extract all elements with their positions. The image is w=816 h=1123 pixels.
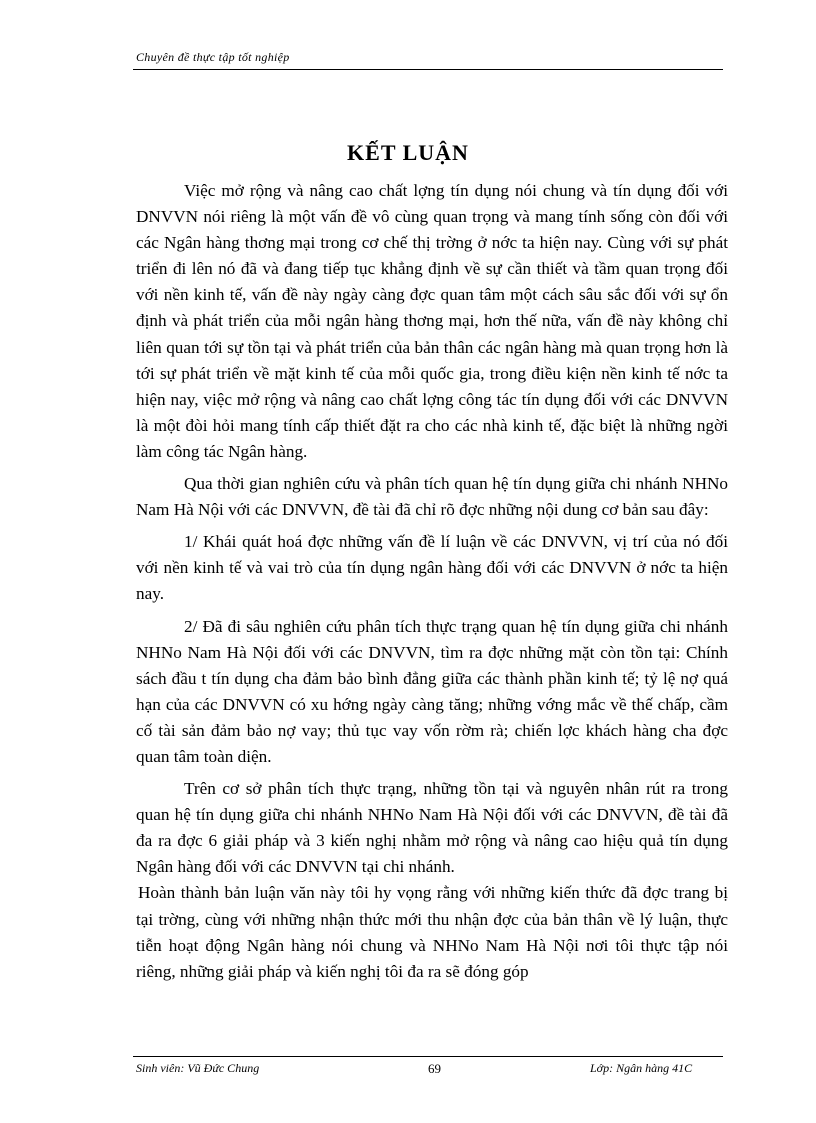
footer-student: Sinh viên: Vũ Đức Chung xyxy=(136,1061,260,1075)
paragraph-3: 1/ Khái quát hoá đợc những vấn đề lí luận về các DNVVN, vị trí của nó đối với nền kinh tế và vai trò của tín dụng ngân hàng đối với các DNVVN ở nớc ta hiện nay. xyxy=(136,532,728,604)
paragraph-6: Hoàn thành bản luận văn này tôi hy vọng rằng với những kiến thức đã đợc trang bị tại trờng, cùng với những nhận thức mới thu nhận đợc của bản thân về lý luận, thực tiễn hoạt động Ngân hàng nói chung và NHNo Nam Hà Nội nơi tôi thực tập nói riêng, những giải pháp và kiến nghị tôi đa ra sẽ đóng góp xyxy=(136,883,728,981)
paragraph-1: Việc mở rộng và nâng cao chất lợng tín dụng nói chung và tín dụng đối với DNVVN nói riêng là một vấn đề vô cùng quan trọng và mang tính sống còn đối với các Ngân hàng thơng mại trong cơ chế thị trờng ở nớc ta hiện nay. Cùng với sự phát triển đi lên nó đã và đang tiếp tục khẳng định về sự cần thiết và tầm quan trọng đối với nền kinh tế, vấn đề này ngày càng đợc quan tâm một cách sâu sắc đối với sự ổn định và phát triển của mỗi ngân hàng thơng mại, hơn thế nữa, vấn đề này không chỉ liên quan tới sự tồn tại và phát triển của bản thân các ngân hàng mà quan trọng hơn là tới sự phát triển về mặt kinh tế của mỗi quốc gia, trong điều kiện nền kinh tế nớc ta hiện nay, việc mở rộng và nâng cao chất lợng công tác tín dụng đối với các DNVVN là một đòi hỏi mang tính cấp thiết đặt ra cho các nhà kinh tế, đặc biệt là những ngời làm công tác Ngân hàng. xyxy=(136,181,728,461)
paragraph-5: Trên cơ sở phân tích thực trạng, những tồn tại và nguyên nhân rút ra trong quan hệ tín dụng giữa chi nhánh NHNo Nam Hà Nội đối với các DNVVN, đề tài đã đa ra đợc 6 giải pháp và 3 kiến nghị nhằm mở rộng và nâng cao hiệu quả tín dụng Ngân hàng đối với các DNVVN tại chi nhánh. xyxy=(136,779,728,877)
footer-class: Lớp: Ngân hàng 41C xyxy=(590,1061,693,1075)
paragraph-4: 2/ Đã đi sâu nghiên cứu phân tích thực trạng quan hệ tín dụng giữa chi nhánh NHNo Nam Hà Nội đối với các DNVVN, tìm ra đợc những mặt còn tồn tại: Chính sách đầu t tín dụng cha đảm bảo bình đẳng giữa các thành phần kinh tế; tỷ lệ nợ quá hạn của các DNVVN có xu hớng ngày càng tăng; những vớng mắc về thế chấp, cầm cố tài sản đảm bảo nợ vay; thủ tục vay vốn rờm rà; chiến lợc khách hàng cha đợc quan tâm toàn diện. xyxy=(136,616,728,766)
page-number: 69 xyxy=(428,1061,441,1076)
paragraph-2: Qua thời gian nghiên cứu và phân tích quan hệ tín dụng giữa chi nhánh NHNo Nam Hà Nội với các DNVVN, đề tài đã chỉ rõ đợc những nội dung cơ bản sau đây: xyxy=(136,474,728,520)
body-text xyxy=(136,178,728,985)
page-title: KẾT LUẬN xyxy=(347,140,469,165)
header-divider xyxy=(133,69,723,70)
footer-divider xyxy=(133,1056,723,1057)
running-header: Chuyên đề thực tập tốt nghiệp xyxy=(136,50,290,64)
